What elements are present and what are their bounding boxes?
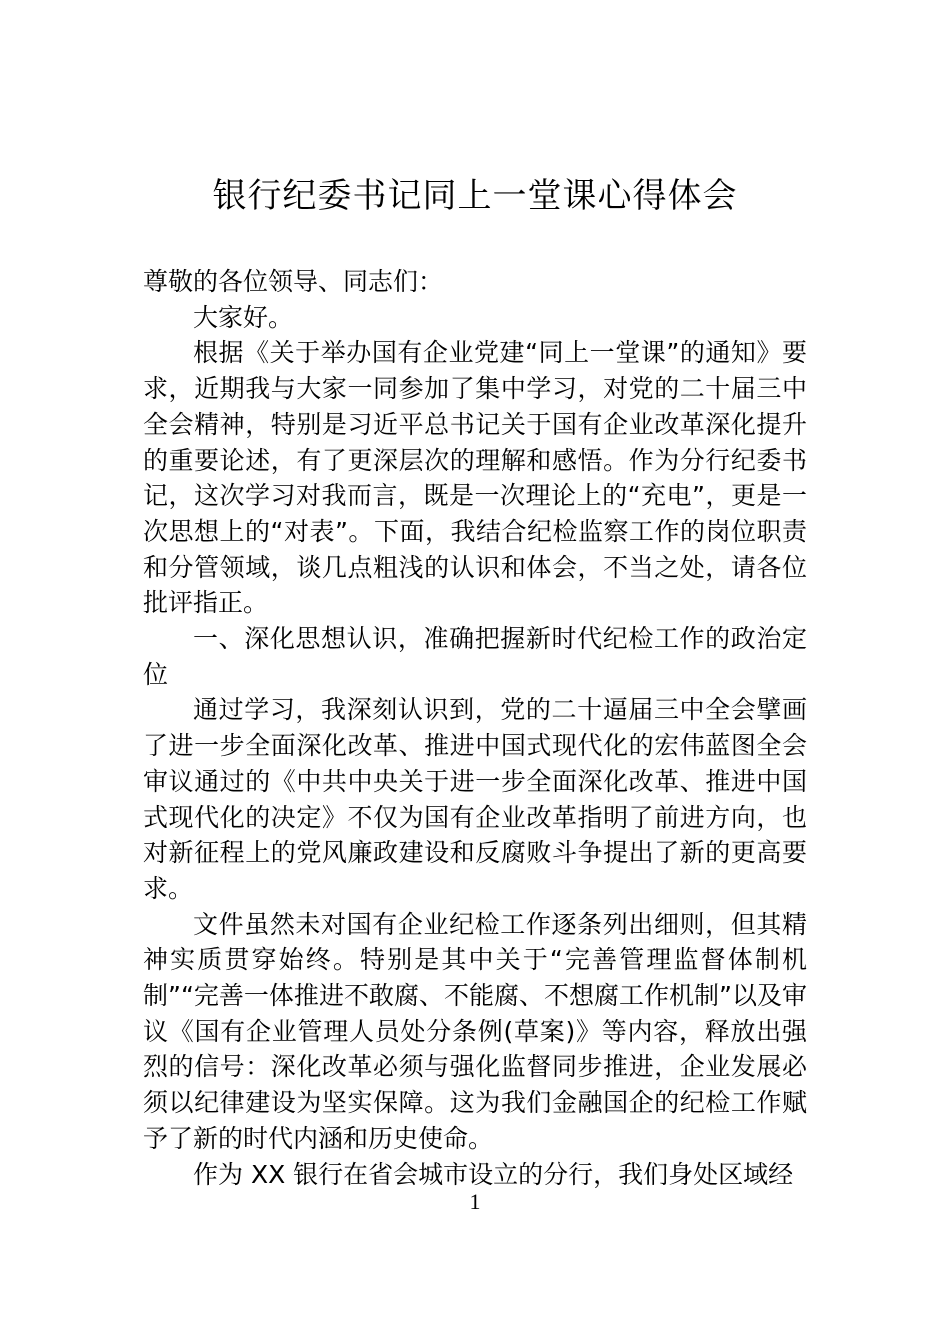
section-heading-1: 一、深化思想认识，准确把握新时代纪检工作的政治定位	[143, 624, 807, 689]
paragraph-document-spirit: 文件虽然未对国有企业纪检工作逐条列出细则，但其精神实质贯穿始终。特别是其中关于“完善管理监督体制机制”“完善一体推进不敢腐、不能腐、不想腐工作机制”以及审议《国有企业管理人员处分条例(草案)》等内容，释放出强烈的信号：深化改革必须与强化监督同步推进，企业发展必须以纪律建设为坚实保障。这为我们金融国企的纪检工作赋予了新的时代内涵和历史使命。	[143, 909, 807, 1153]
greeting: 大家好。	[193, 302, 294, 332]
document-body	[143, 264, 807, 1192]
paragraph-intro: 根据《关于举办国有企业党建“同上一堂课”的通知》要求，近期我与大家一同参加了集中学习，对党的二十届三中全会精神，特别是习近平总书记关于国有企业改革深化提升的重要论述，有了更深层次的理解和感悟。作为分行纪委书记，这次学习对我而言，既是一次理论上的“充电”，更是一次思想上的“对表”。下面，我结合纪检监察工作的岗位职责和分管领域，谈几点粗浅的认识和体会，不当之处，请各位批评指正。	[143, 338, 807, 618]
paragraph-branch: 作为 XX 银行在省会城市设立的分行，我们身处区域经	[193, 1159, 794, 1189]
document-title: 银行纪委书记同上一堂课心得体会	[212, 176, 738, 216]
page-number: 1	[469, 1189, 481, 1214]
salutation: 尊敬的各位领导、同志们：	[143, 267, 444, 296]
paragraph-study: 通过学习，我深刻认识到，党的二十逼届三中全会擘画了进一步全面深化改革、推进中国式现代化的宏伟蓝图全会审议通过的《中共中央关于进一步全面深化改革、推进中国式现代化的决定》不仅为国有企业改革指明了前进方向，也对新征程上的党风廉政建设和反腐败斗争提出了新的更高要求。	[143, 695, 807, 903]
